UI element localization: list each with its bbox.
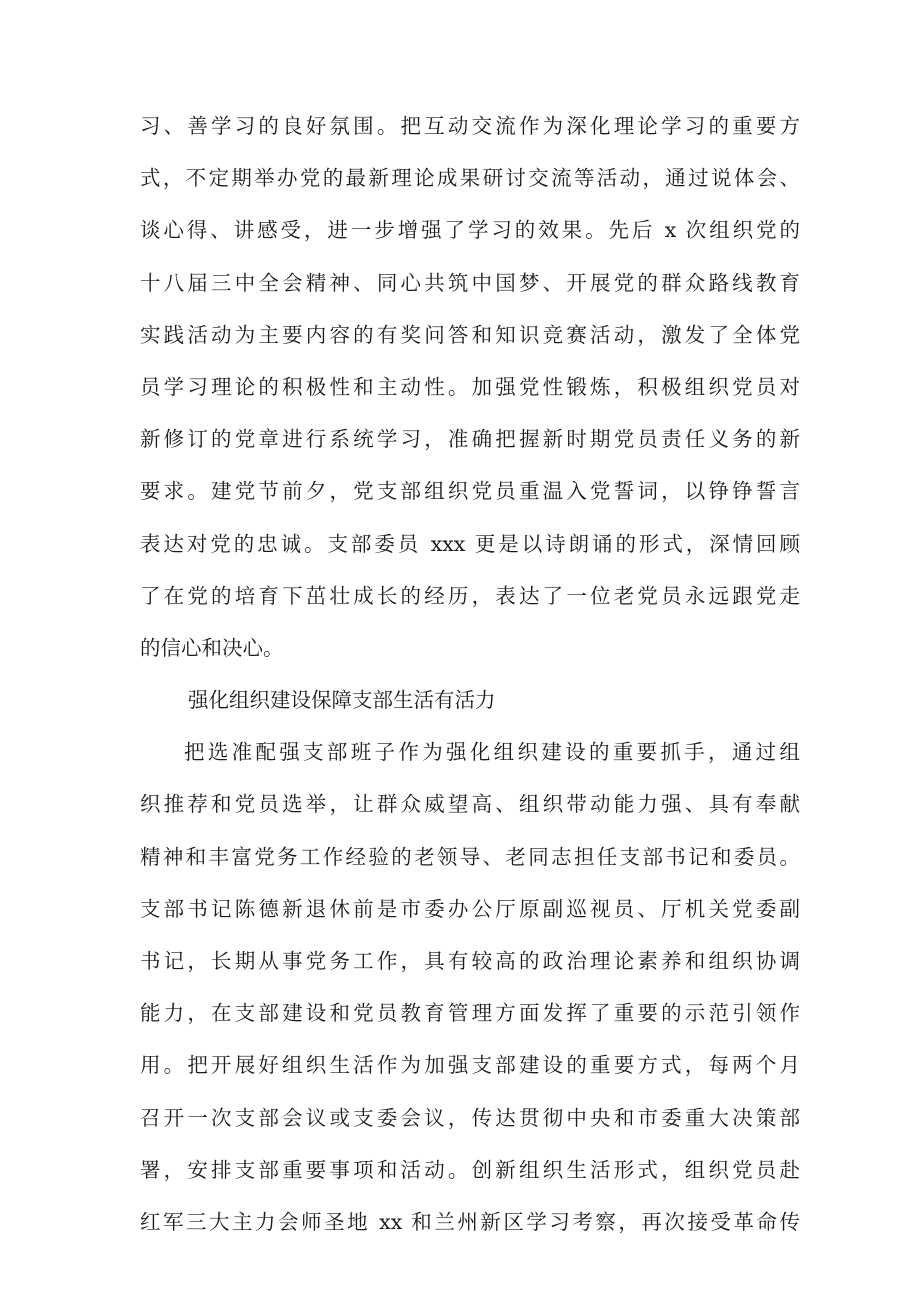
paragraph-first-line: 把选准配强支部班子作为强化组织建设的重要抓手，通过组 (184, 740, 800, 765)
paragraph-line: 召开一次支部会议或支委会议，传达贯彻中央和市委重大决策部 (140, 1105, 800, 1130)
body-text (140, 100, 800, 1248)
paragraph-line: 支部书记陈德新退休前是市委办公厅原副巡视员、厅机关党委副 (140, 896, 800, 921)
paragraph-line: 实践活动为主要内容的有奖问答和知识竞赛活动，激发了全体党 (140, 322, 800, 347)
paragraph-line: 红军三大主力会师圣地 xx 和兰州新区学习考察，再次接受革命传 (140, 1209, 800, 1234)
section-heading: 强化组织建设保障支部生活有活力 (188, 688, 496, 713)
paragraph-line: 十八届三中全会精神、同心共筑中国梦、开展党的群众路线教育 (140, 270, 800, 295)
paragraph-line: 能力，在支部建设和党员教育管理方面发挥了重要的示范引领作 (140, 1001, 800, 1026)
paragraph-line: 织推荐和党员选举，让群众威望高、组织带动能力强、具有奉献 (140, 792, 800, 817)
paragraph-line: 员学习理论的积极性和主动性。加强党性锻炼，积极组织党员对 (140, 374, 800, 399)
paragraph-line: 要求。建党节前夕，党支部组织党员重温入党誓词，以铮铮誓言 (140, 479, 800, 504)
paragraph-line: 表达对党的忠诚。支部委员 xxx 更是以诗朗诵的形式，深情回顾 (140, 531, 800, 556)
paragraph-line: 谈心得、讲感受，进一步增强了学习的效果。先后 x 次组织党的 (140, 218, 800, 243)
paragraph-line: 用。把开展好组织生活作为加强支部建设的重要方式，每两个月 (140, 1053, 800, 1078)
paragraph-line: 精神和丰富党务工作经验的老领导、老同志担任支部书记和委员。 (140, 844, 800, 869)
paragraph-last-line: 的信心和决心。 (140, 635, 284, 660)
paragraph-line: 式，不定期举办党的最新理论成果研讨交流等活动，通过说体会、 (140, 166, 800, 191)
paragraph-line: 书记，长期从事党务工作，具有较高的政治理论素养和组织协调 (140, 949, 800, 973)
paragraph-line: 习、善学习的良好氛围。把互动交流作为深化理论学习的重要方 (140, 114, 800, 138)
paragraph-line: 了在党的培育下茁壮成长的经历，表达了一位老党员永远跟党走 (140, 583, 800, 608)
paragraph-line: 署，安排支部重要事项和活动。创新组织生活形式，组织党员赴 (140, 1157, 800, 1182)
paragraph-line: 新修订的党章进行系统学习，准确把握新时期党员责任义务的新 (140, 427, 800, 452)
